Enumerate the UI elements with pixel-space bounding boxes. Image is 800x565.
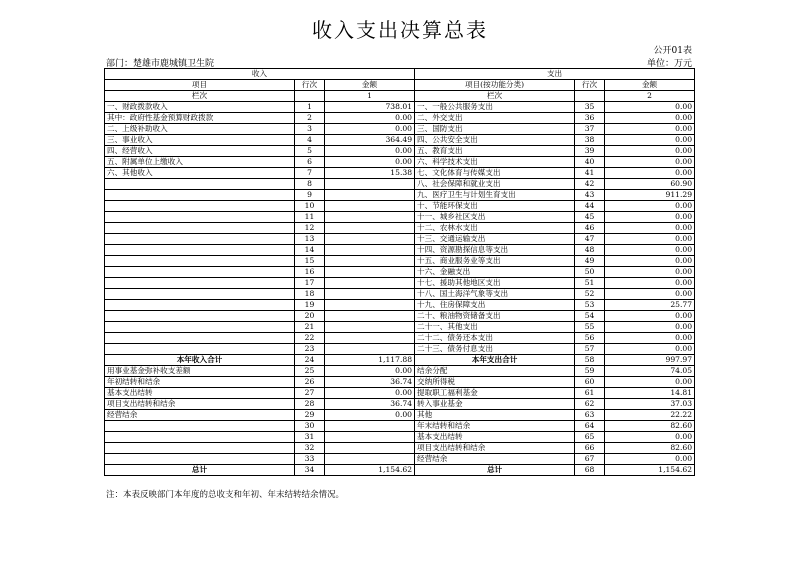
income-item-label xyxy=(105,443,295,454)
income-item-label: 二、上级补助收入 xyxy=(105,124,295,135)
expense-item-label: 二十一、其他支出 xyxy=(415,322,575,333)
table-row xyxy=(105,157,695,168)
header-row-column-numbers xyxy=(105,91,695,102)
expense-item-label: 其他 xyxy=(415,410,575,421)
income-amount xyxy=(325,278,415,289)
expense-section-header: 支出 xyxy=(415,69,695,80)
income-item-label xyxy=(105,289,295,300)
income-item-label xyxy=(105,300,295,311)
expense-row-number: 50 xyxy=(575,267,605,278)
expense-item-label: 三、国防支出 xyxy=(415,124,575,135)
table-row xyxy=(105,333,695,344)
income-amount: 0.00 xyxy=(325,124,415,135)
expense-row-number: 59 xyxy=(575,366,605,377)
table-row xyxy=(105,212,695,223)
expense-amount: 22.22 xyxy=(605,410,695,421)
income-amount: 15.38 xyxy=(325,168,415,179)
expense-item-label: 结余分配 xyxy=(415,366,575,377)
income-amount xyxy=(325,421,415,432)
income-amount xyxy=(325,300,415,311)
expense-row-number: 35 xyxy=(575,102,605,113)
expense-item-label: 十四、资源勘探信息等支出 xyxy=(415,245,575,256)
income-row-number: 2 xyxy=(295,113,325,124)
expense-amount: 0.00 xyxy=(605,322,695,333)
table-row xyxy=(105,179,695,190)
income-row-number: 1 xyxy=(295,102,325,113)
income-item-label xyxy=(105,245,295,256)
expense-row-number: 65 xyxy=(575,432,605,443)
expense-item-label: 提取职工福利基金 xyxy=(415,388,575,399)
table-row xyxy=(105,366,695,377)
table-row xyxy=(105,399,695,410)
expense-row-number: 45 xyxy=(575,212,605,223)
expense-row-number: 58 xyxy=(575,355,605,366)
table-row xyxy=(105,443,695,454)
income-section-header: 收入 xyxy=(105,69,415,80)
expense-item-label: 五、教育支出 xyxy=(415,146,575,157)
expense-row-number: 36 xyxy=(575,113,605,124)
expense-amount: 0.00 xyxy=(605,333,695,344)
income-row-number: 8 xyxy=(295,179,325,190)
expense-amount: 0.00 xyxy=(605,102,695,113)
income-amount: 36.74 xyxy=(325,377,415,388)
expense-item-label: 十六、金融支出 xyxy=(415,267,575,278)
income-amount xyxy=(325,212,415,223)
income-column-no-label: 栏次 xyxy=(105,91,295,102)
income-item-label xyxy=(105,212,295,223)
expense-item-label: 本年支出合计 xyxy=(415,355,575,366)
expense-row-number: 39 xyxy=(575,146,605,157)
expense-amount: 0.00 xyxy=(605,311,695,322)
expense-amount: 997.97 xyxy=(605,355,695,366)
income-row-number: 17 xyxy=(295,278,325,289)
income-item-label: 总计 xyxy=(105,465,295,476)
expense-item-label: 二十三、债务付息支出 xyxy=(415,344,575,355)
expense-amount: 0.00 xyxy=(605,223,695,234)
table-row xyxy=(105,135,695,146)
income-amount: 738.01 xyxy=(325,102,415,113)
income-item-label: 本年收入合计 xyxy=(105,355,295,366)
department-label: 部门：楚雄市鹿城镇卫生院 xyxy=(106,59,215,69)
income-amount xyxy=(325,201,415,212)
expense-item-label: 十一、城乡社区支出 xyxy=(415,212,575,223)
income-item-label xyxy=(105,344,295,355)
expense-amount: 60.90 xyxy=(605,179,695,190)
income-amount: 0.00 xyxy=(325,388,415,399)
expense-amount: 25.77 xyxy=(605,300,695,311)
expense-column-no-label: 栏次 xyxy=(415,91,575,102)
expense-amount: 37.03 xyxy=(605,399,695,410)
expense-row-number: 56 xyxy=(575,333,605,344)
expense-item-label: 经营结余 xyxy=(415,454,575,465)
table-row xyxy=(105,256,695,267)
expense-item-label: 交纳所得税 xyxy=(415,377,575,388)
expense-row-number: 57 xyxy=(575,344,605,355)
income-row-number: 5 xyxy=(295,146,325,157)
table-row xyxy=(105,201,695,212)
income-row-number: 31 xyxy=(295,432,325,443)
expense-item-label: 十二、农林水支出 xyxy=(415,223,575,234)
table-row xyxy=(105,311,695,322)
expense-amount-header: 金额 xyxy=(605,80,695,91)
income-amount: 0.00 xyxy=(325,157,415,168)
table-row xyxy=(105,234,695,245)
income-amount: 36.74 xyxy=(325,399,415,410)
income-amount xyxy=(325,322,415,333)
expense-row-number: 37 xyxy=(575,124,605,135)
income-expense-table xyxy=(104,68,695,476)
expense-row-number: 51 xyxy=(575,278,605,289)
table-row xyxy=(105,267,695,278)
expense-item-label: 十八、国土海洋气象等支出 xyxy=(415,289,575,300)
income-item-label: 三、事业收入 xyxy=(105,135,295,146)
income-amount xyxy=(325,256,415,267)
table-row xyxy=(105,289,695,300)
expense-amount: 0.00 xyxy=(605,113,695,124)
income-amount xyxy=(325,344,415,355)
expense-amount: 0.00 xyxy=(605,432,695,443)
footnote: 注：本表反映部门本年度的总收支和年初、年末结转结余情况。 xyxy=(106,490,345,500)
expense-amount: 74.05 xyxy=(605,366,695,377)
expense-item-label: 十九、住房保障支出 xyxy=(415,300,575,311)
income-row-number: 30 xyxy=(295,421,325,432)
income-item-label: 用事业基金弥补收支差额 xyxy=(105,366,295,377)
income-row-number: 21 xyxy=(295,322,325,333)
income-item-label: 项目支出结转和结余 xyxy=(105,399,295,410)
income-amount: 364.49 xyxy=(325,135,415,146)
expense-row-number: 67 xyxy=(575,454,605,465)
empty-cell xyxy=(575,91,605,102)
income-amount xyxy=(325,289,415,300)
expense-row-number: 61 xyxy=(575,388,605,399)
expense-item-label: 二、外交支出 xyxy=(415,113,575,124)
expense-amount: 14.81 xyxy=(605,388,695,399)
expense-row-number: 68 xyxy=(575,465,605,476)
table-row xyxy=(105,454,695,465)
expense-amount: 0.00 xyxy=(605,201,695,212)
expense-amount: 0.00 xyxy=(605,135,695,146)
income-item-label xyxy=(105,201,295,212)
expense-row-number: 55 xyxy=(575,322,605,333)
income-item-label: 其中：政府性基金预算财政拨款 xyxy=(105,113,295,124)
expense-item-label: 总计 xyxy=(415,465,575,476)
income-row-number: 7 xyxy=(295,168,325,179)
income-row-number: 25 xyxy=(295,366,325,377)
income-item-label xyxy=(105,234,295,245)
expense-amount: 1,154.62 xyxy=(605,465,695,476)
income-item-label xyxy=(105,179,295,190)
income-amount: 0.00 xyxy=(325,366,415,377)
expense-item-label: 十三、交通运输支出 xyxy=(415,234,575,245)
table-row xyxy=(105,388,695,399)
table-row xyxy=(105,421,695,432)
income-item-label xyxy=(105,223,295,234)
income-item-header: 项目 xyxy=(105,80,295,91)
expense-row-number: 64 xyxy=(575,421,605,432)
income-row-number: 34 xyxy=(295,465,325,476)
expense-item-header: 项目(按功能分类) xyxy=(415,80,575,91)
income-row-number: 4 xyxy=(295,135,325,146)
expense-item-label: 六、科学技术支出 xyxy=(415,157,575,168)
report-title: 收入支出决算总表 xyxy=(312,18,488,42)
income-item-label: 经营结余 xyxy=(105,410,295,421)
income-amount xyxy=(325,267,415,278)
expense-item-label: 二十、粮油物资储备支出 xyxy=(415,311,575,322)
income-row-number: 3 xyxy=(295,124,325,135)
income-row-number: 24 xyxy=(295,355,325,366)
expense-amount: 82.60 xyxy=(605,421,695,432)
expense-row-number: 52 xyxy=(575,289,605,300)
expense-amount: 82.60 xyxy=(605,443,695,454)
income-amount xyxy=(325,454,415,465)
expense-row-number: 48 xyxy=(575,245,605,256)
table-row xyxy=(105,168,695,179)
empty-cell xyxy=(295,91,325,102)
expense-item-label: 十七、援助其他地区支出 xyxy=(415,278,575,289)
expense-row-number: 63 xyxy=(575,410,605,421)
expense-amount: 0.00 xyxy=(605,234,695,245)
income-amount xyxy=(325,245,415,256)
expense-amount: 0.00 xyxy=(605,267,695,278)
income-amount xyxy=(325,311,415,322)
income-amount xyxy=(325,443,415,454)
table-row xyxy=(105,300,695,311)
income-amount: 1,154.62 xyxy=(325,465,415,476)
income-amount: 0.00 xyxy=(325,113,415,124)
income-item-label: 四、经营收入 xyxy=(105,146,295,157)
table-row xyxy=(105,344,695,355)
income-row-number: 29 xyxy=(295,410,325,421)
income-row-number: 33 xyxy=(295,454,325,465)
expense-item-label: 转入事业基金 xyxy=(415,399,575,410)
table-row xyxy=(105,102,695,113)
income-amount: 1,117.88 xyxy=(325,355,415,366)
expense-row-number: 38 xyxy=(575,135,605,146)
income-amount xyxy=(325,333,415,344)
expense-row-no-header: 行次 xyxy=(575,80,605,91)
income-item-label: 五、附属单位上缴收入 xyxy=(105,157,295,168)
income-amount xyxy=(325,179,415,190)
table-row xyxy=(105,124,695,135)
income-item-label xyxy=(105,322,295,333)
income-item-label: 基本支出结转 xyxy=(105,388,295,399)
expense-row-number: 54 xyxy=(575,311,605,322)
table-row xyxy=(105,410,695,421)
expense-row-number: 47 xyxy=(575,234,605,245)
income-item-label xyxy=(105,333,295,344)
expense-amount: 0.00 xyxy=(605,157,695,168)
income-amount xyxy=(325,234,415,245)
income-row-number: 19 xyxy=(295,300,325,311)
table-row xyxy=(105,245,695,256)
income-item-label xyxy=(105,267,295,278)
income-item-label xyxy=(105,190,295,201)
income-amount xyxy=(325,432,415,443)
expense-row-number: 49 xyxy=(575,256,605,267)
header-row-columns xyxy=(105,80,695,91)
expense-amount: 0.00 xyxy=(605,278,695,289)
income-row-number: 22 xyxy=(295,333,325,344)
expense-amount: 0.00 xyxy=(605,168,695,179)
expense-row-number: 40 xyxy=(575,157,605,168)
expense-row-number: 46 xyxy=(575,223,605,234)
expense-item-label: 十五、商业服务业等支出 xyxy=(415,256,575,267)
income-item-label xyxy=(105,311,295,322)
expense-row-number: 43 xyxy=(575,190,605,201)
expense-row-number: 44 xyxy=(575,201,605,212)
income-row-number: 23 xyxy=(295,344,325,355)
income-row-number: 16 xyxy=(295,267,325,278)
table-row xyxy=(105,432,695,443)
expense-item-label: 四、公共安全支出 xyxy=(415,135,575,146)
income-row-number: 15 xyxy=(295,256,325,267)
expense-amount: 0.00 xyxy=(605,124,695,135)
income-row-number: 27 xyxy=(295,388,325,399)
income-row-no-header: 行次 xyxy=(295,80,325,91)
expense-row-number: 41 xyxy=(575,168,605,179)
expense-column-number: 2 xyxy=(605,91,695,102)
income-amount xyxy=(325,223,415,234)
income-row-number: 26 xyxy=(295,377,325,388)
expense-item-label: 十、节能环保支出 xyxy=(415,201,575,212)
income-row-number: 9 xyxy=(295,190,325,201)
expense-row-number: 66 xyxy=(575,443,605,454)
table-row xyxy=(105,465,695,476)
income-amount-header: 金额 xyxy=(325,80,415,91)
income-row-number: 28 xyxy=(295,399,325,410)
expense-item-label: 基本支出结转 xyxy=(415,432,575,443)
income-row-number: 20 xyxy=(295,311,325,322)
header-row-sections xyxy=(105,69,695,80)
income-row-number: 13 xyxy=(295,234,325,245)
income-item-label: 一、财政拨款收入 xyxy=(105,102,295,113)
expense-item-label: 九、医疗卫生与计划生育支出 xyxy=(415,190,575,201)
table-row xyxy=(105,223,695,234)
income-row-number: 18 xyxy=(295,289,325,300)
income-row-number: 10 xyxy=(295,201,325,212)
table-row xyxy=(105,190,695,201)
expense-amount: 0.00 xyxy=(605,344,695,355)
expense-row-number: 53 xyxy=(575,300,605,311)
income-item-label: 六、其他收入 xyxy=(105,168,295,179)
expense-amount: 0.00 xyxy=(605,377,695,388)
expense-item-label: 年末结转和结余 xyxy=(415,421,575,432)
income-item-label xyxy=(105,432,295,443)
expense-row-number: 60 xyxy=(575,377,605,388)
expense-item-label: 项目支出结转和结余 xyxy=(415,443,575,454)
expense-amount: 0.00 xyxy=(605,256,695,267)
income-amount: 0.00 xyxy=(325,410,415,421)
expense-item-label: 二十二、债务还本支出 xyxy=(415,333,575,344)
income-row-number: 6 xyxy=(295,157,325,168)
expense-item-label: 一、一般公共服务支出 xyxy=(415,102,575,113)
expense-amount: 0.00 xyxy=(605,212,695,223)
expense-amount: 0.00 xyxy=(605,289,695,300)
expense-item-label: 七、文化体育与传媒支出 xyxy=(415,168,575,179)
expense-amount: 0.00 xyxy=(605,454,695,465)
expense-row-number: 42 xyxy=(575,179,605,190)
table-row xyxy=(105,322,695,333)
expense-amount: 0.00 xyxy=(605,146,695,157)
unit-label: 单位：万元 xyxy=(646,59,692,69)
expense-amount: 0.00 xyxy=(605,245,695,256)
expense-amount: 911.29 xyxy=(605,190,695,201)
income-row-number: 12 xyxy=(295,223,325,234)
income-amount xyxy=(325,190,415,201)
expense-row-number: 62 xyxy=(575,399,605,410)
income-item-label: 年初结转和结余 xyxy=(105,377,295,388)
income-item-label xyxy=(105,278,295,289)
table-row xyxy=(105,113,695,124)
income-amount: 0.00 xyxy=(325,146,415,157)
expense-item-label: 八、社会保障和就业支出 xyxy=(415,179,575,190)
income-item-label xyxy=(105,256,295,267)
income-item-label xyxy=(105,454,295,465)
income-item-label xyxy=(105,421,295,432)
income-column-number: 1 xyxy=(325,91,415,102)
income-row-number: 32 xyxy=(295,443,325,454)
table-row xyxy=(105,146,695,157)
table-row xyxy=(105,278,695,289)
income-row-number: 11 xyxy=(295,212,325,223)
form-number: 公开01表 xyxy=(653,46,692,56)
table-row xyxy=(105,377,695,388)
income-row-number: 14 xyxy=(295,245,325,256)
table-row xyxy=(105,355,695,366)
